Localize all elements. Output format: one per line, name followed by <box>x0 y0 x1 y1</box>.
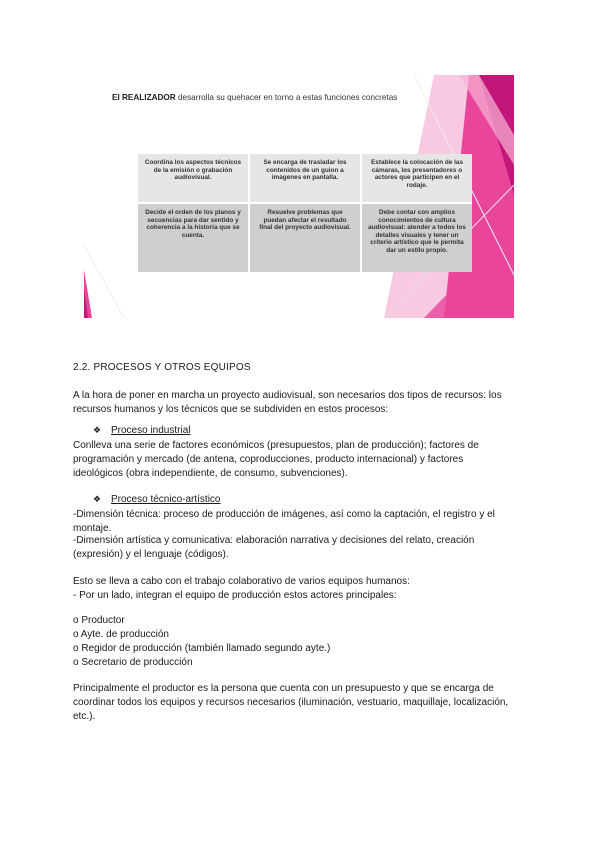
list-item: o Regidor de producción (también llamado segundo ayte.) <box>73 643 331 654</box>
bullet-technical-artistic: ❖ Proceso técnico-artístico <box>93 494 221 505</box>
intro-paragraph: A la hora de poner en marcha un proyecto audiovisual, son necesarios dos tipos de recursos: los recursos humanos y los técnicos que se subdividen en estos procesos: <box>73 390 502 415</box>
diamond-bullet-icon: ❖ <box>93 425 102 435</box>
functions-table <box>138 154 472 272</box>
table-cell: Debe contar con amplios conocimientos de cultura audiovisual: atender a todos los detalles visuales y tener un criterio artístico que le permita dar un estilo propio. <box>362 204 472 272</box>
table-cell: Decide el orden de los planos y secuencias para dar sentido y coherencia a la historia que se cuenta. <box>138 204 248 272</box>
slide-image <box>84 75 514 318</box>
artistic-dimension: -Dimensión artística y comunicativa: elaboración narrativa y decisiones del relato, creación (expresión) y el lenguaje (códigos). <box>73 535 475 560</box>
list-item: o Productor <box>73 615 125 626</box>
closing-paragraph: Principalmente el productor es la persona que cuenta con un presupuesto y que se encarga de coordinar todos los equipos y recursos necesarios (iluminación, vestuario, maquillaje, localización, etc.). <box>73 683 509 722</box>
bullet-industrial: ❖ Proceso industrial <box>93 425 191 436</box>
section-heading: 2.2. PROCESOS Y OTROS EQUIPOS <box>73 362 251 373</box>
collab-line-1: Esto se lleva a cabo con el trabajo colaborativo de varios equipos humanos: <box>73 576 410 587</box>
list-item: o Ayte. de producción <box>73 629 169 640</box>
technical-dimension: -Dimensión técnica: proceso de producción de imágenes, así como la captación, el registro y el montaje. <box>73 509 495 534</box>
table-cell: Establece la colocación de las cámaras, los presentadores o actores que participen en el rodaje. <box>362 154 472 202</box>
table-cell: Resuelve problemas que puedan afectar el resultado final del proyecto audiovisual. <box>250 204 360 272</box>
industrial-paragraph: Conlleva una serie de factores económicos (presupuestos, plan de producción); factores de programación y mercado (de antena, coproducciones, producto internacional) y factores ideológicos (obra independiente, de consumo, subvenciones). <box>73 440 479 479</box>
collab-line-2: - Por un lado, integran el equipo de producción estos actores principales: <box>73 590 397 601</box>
diamond-bullet-icon: ❖ <box>93 494 102 504</box>
slide-title: El REALIZADOR desarrolla su quehacer en torno a estas funciones concretas <box>112 93 398 102</box>
list-item: o Secretario de producción <box>73 657 193 668</box>
table-cell: Coordina los aspectos técnicos de la emisión o grabación audiovisual. <box>138 154 248 202</box>
table-cell: Se encarga de trasladar los contenidos de un guion a imágenes en pantalla. <box>250 154 360 202</box>
